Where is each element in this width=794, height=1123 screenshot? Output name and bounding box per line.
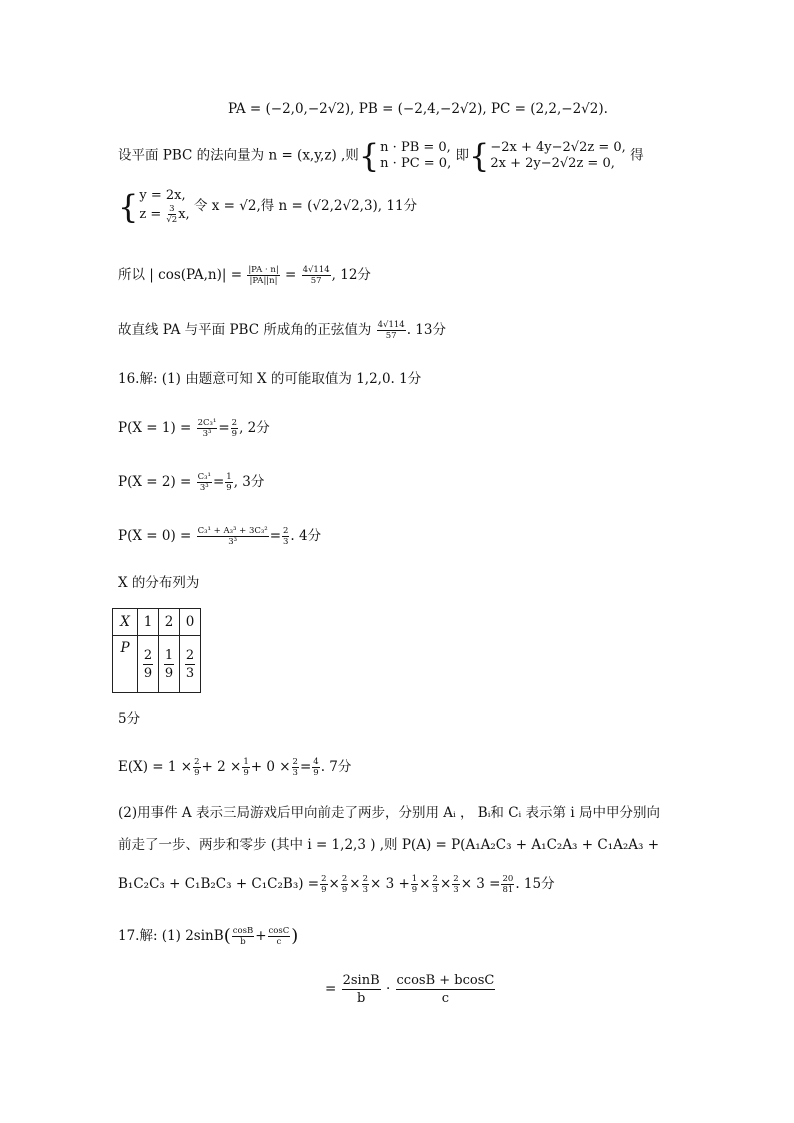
part2-line-1: (2)用事件 A 表示三局游戏后甲向前走了两步，分别用 Aᵢ ， Bᵢ和 Cᵢ 表示第 i 局中甲分别向 [118, 805, 660, 821]
sine-label: 故直线 PA 与平面 PBC 所成角的正弦值为 [118, 322, 372, 338]
table-cell: $\frac{1}{9}$ [159, 636, 180, 693]
equation-system-1 [380, 140, 451, 172]
sine-line: 故直线 PA 与平面 PBC 所成角的正弦值为 $\frac{4√114}{57}$ . 13分 [118, 320, 446, 341]
system-eq-5: y = 2x, [139, 188, 186, 203]
system-eq-3: −2x + 4y−2√2z = 0, [490, 140, 626, 155]
part2-line-2: 前走了一步、两步和零步 (其中 i = 1,2,3 ) ,则 P(A) = P(A₁A₂C₃ + A₁C₂A₃ + C₁A₂A₃ + [118, 837, 660, 853]
result-text: 得 [630, 147, 644, 164]
vector-line: PA = (−2,0,−2√2), PB = (−2,4,−2√2), PC = (2,2,−2√2). [228, 101, 608, 117]
part2-line-3: B₁C₂C₃ + C₁B₂C₃ + C₁C₂B₃) = $\frac{2}{9}$ × $\frac{2}{9}$ × $\frac{2}{3}$ × 3 + $\frac{1}{9}$ × $\frac{2}{3}$ × $\frac{2}{3}$ × 3 = $\frac{20}{81}$ . 15分 [118, 874, 555, 895]
table-header-cell: 1 [138, 609, 159, 636]
problem-17-step: = $\frac{2\sin B}{b}$ · $\frac{ccosB + bcosC}{c}$ [325, 973, 495, 1006]
equation-system-2 [490, 140, 625, 172]
cosine-value: $\frac{4√114}{57}$ [302, 265, 330, 286]
normal-vector-intro: 设平面 PBC 的法向量为 n = (x,y,z) ,则 [118, 147, 359, 164]
table-header-cell: 0 [180, 609, 201, 636]
problem-17-heading: 17.解: (1) 2sinB( $\frac{\cos B}{b}$ + $\frac{\cos C}{c}$ ) [118, 925, 299, 947]
system-eq-1: n · PB = 0, [380, 140, 451, 155]
problem-16-heading: 16.解: (1) 由题意可知 X 的可能取值为 1,2,0. 1分 [118, 371, 422, 387]
sine-value: $\frac{4√114}{57}$ [377, 320, 405, 341]
solution-line: { y = 2x, z = $\frac{3}{√2}$ x, 令 x = √2,得 n = (√2,2√2,3), 11分 [118, 187, 418, 226]
score-5: 5分 [118, 711, 141, 727]
table-cell: $\frac{2}{9}$ [138, 636, 159, 693]
table-row-label: P [113, 636, 138, 693]
table-header-cell: X [113, 609, 138, 636]
distribution-table [112, 608, 201, 693]
system-eq-4: 2x + 2y−2√2z = 0, [490, 156, 615, 171]
normal-vector-line: 设平面 PBC 的法向量为 n = (x,y,z) ,则{ n · PB = 0, n · PC = 0, 即{ −2x + 4y−2√2z = 0, 2x + 2y−2√2z = 0, 得 [118, 137, 644, 175]
expectation-line: E(X) = 1 × $\frac{2}{9}$ + 2 × $\frac{1}{9}$ + 0 × $\frac{2}{3}$ = $\frac{4}{9}$ . 7分 [118, 757, 352, 778]
distribution-title: X 的分布列为 [118, 575, 200, 591]
prob-x2-line: P(X = 2) = $\frac{\text{C₃¹}}{\text{3³}}$ = $\frac{1}{9}$ , 3分 [118, 472, 265, 493]
cosine-label: 所以 | cos(PA,n)| = [118, 267, 243, 283]
system-eq-6: z = $\frac{3}{√2}$ x, [139, 204, 190, 225]
cosine-line: 所以 | cos(PA,n)| = $\frac{|PA \cdot n|}{|PA||n|}$ = $\frac{4√114}{57}$ , 12分 [118, 265, 371, 286]
table-header-cell: 2 [159, 609, 180, 636]
solution-text: 令 x = √2,得 n = (√2,2√2,3), 11分 [193, 198, 418, 214]
table-cell: $\frac{2}{3}$ [180, 636, 201, 693]
system-eq-2: n · PC = 0, [380, 156, 452, 171]
prob-x0-line: P(X = 0) = $\frac{\text{C₃¹ + A₃³ + 3C₃²}}{\text{3³}}$ = $\frac{2}{3}$ . 4分 [118, 526, 322, 547]
cosine-fraction: $\frac{|PA \cdot n|}{|PA||n|}$ [248, 265, 279, 286]
connector-text: 即 [455, 147, 469, 164]
equation-system-3 [139, 188, 189, 225]
prob-x1-line: P(X = 1) = $\frac{\text{2C₃¹}}{\text{3³}}$ = $\frac{2}{9}$ , 2分 [118, 418, 270, 439]
